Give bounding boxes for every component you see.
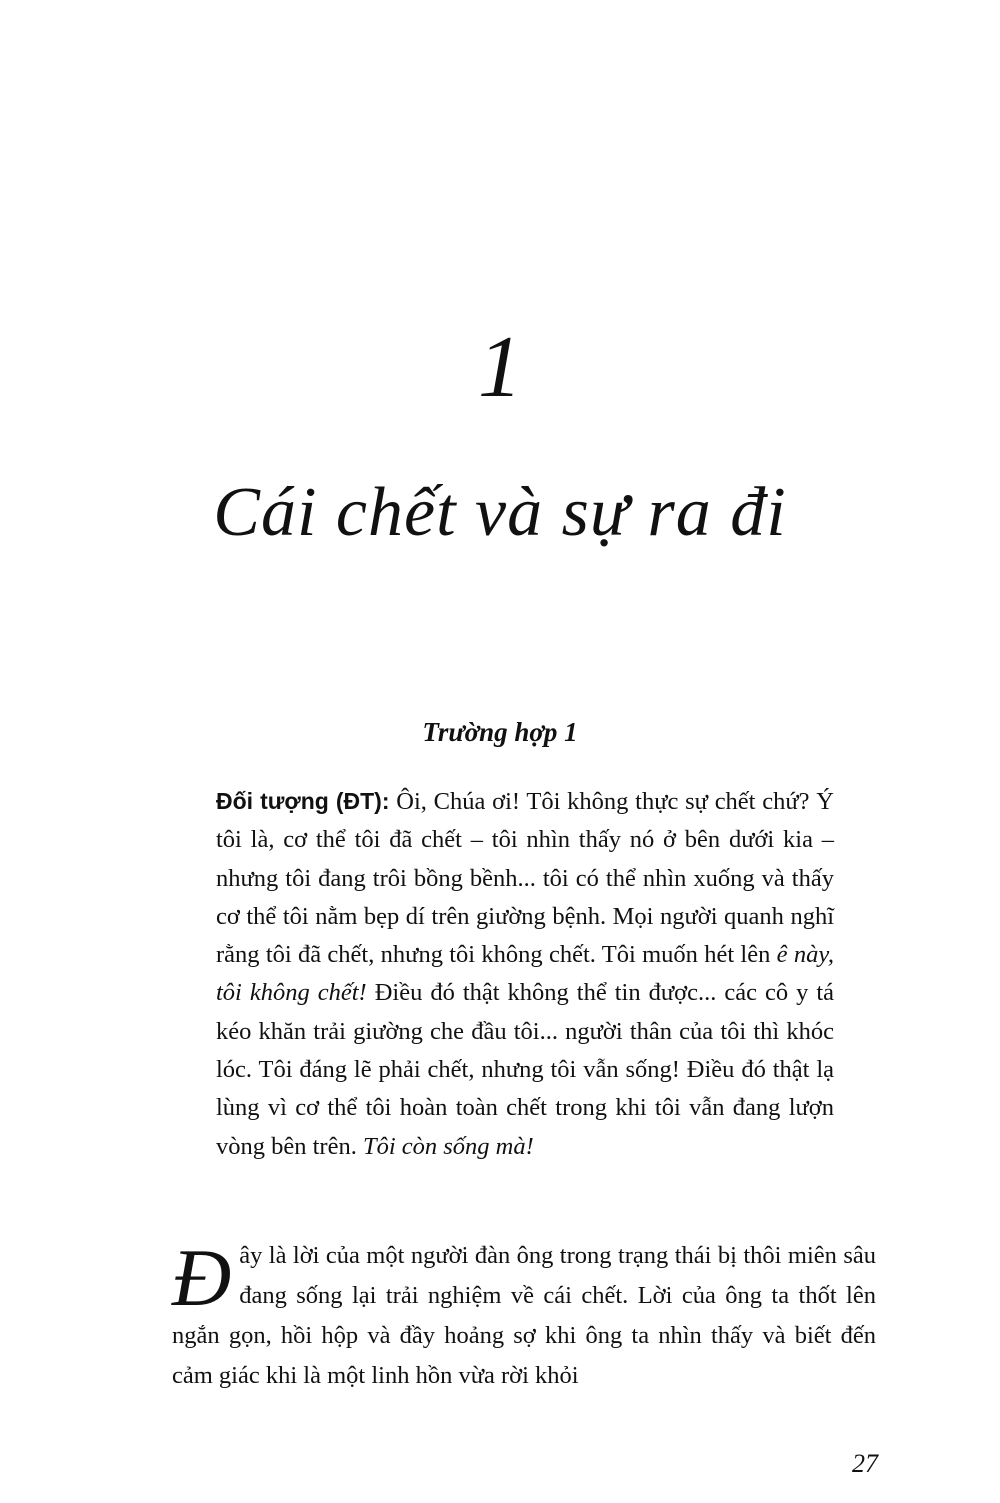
case-heading: Trường hợp 1 <box>422 717 578 747</box>
body-text: ây là lời của một người đàn ông trong trạng thái bị thôi miên sâu đang sống lại trải nghiệm về cái chết. Lời của ông ta thốt lên ngắn gọn, hồi hộp và đầy hoảng sợ khi ông ta nhìn thấy và biết đến cảm giác khi là một linh hồn vừa rời khỏi <box>172 1242 876 1389</box>
dialogue-paragraph <box>216 782 834 1166</box>
chapter-title: Cái chết và sự ra đi <box>213 474 787 551</box>
dialogue-text-1: Ôi, Chúa ơi! Tôi không thực sự chết chứ? Ý tôi là, cơ thể tôi đã chết – tôi nhìn thấy nó ở bên dưới kia – nhưng tôi đang trôi bồng bềnh... tôi có thể nhìn xuống và thấy cơ thể tôi nằm bẹp dí trên giường bệnh. Mọi người quanh nghĩ rằng tôi đã chết, nhưng tôi không chết. Tôi muốn hét lên <box>216 788 834 969</box>
drop-cap: Đ <box>172 1232 232 1323</box>
page-number: 27 <box>852 1449 878 1478</box>
dialogue-text-2: Điều đó thật không thể tin được... các cô y tá kéo khăn trải giường che đầu tôi... người thân của tôi thì khóc lóc. Tôi đáng lẽ phải chết, nhưng tôi vẫn sống! Điều đó thật lạ lùng vì cơ thể tôi hoàn toàn chết trong khi tôi vẫn đang lượn vòng bên trên. <box>216 979 834 1160</box>
dialogue-emphasis-1: ê này, tôi không chết! <box>216 941 834 1007</box>
dialogue-emphasis-2: Tôi còn sống mà! <box>362 1132 534 1160</box>
chapter-number: 1 <box>478 319 522 416</box>
body-paragraph <box>172 1232 876 1396</box>
speaker-label: Đối tượng (ĐT): <box>216 788 390 814</box>
